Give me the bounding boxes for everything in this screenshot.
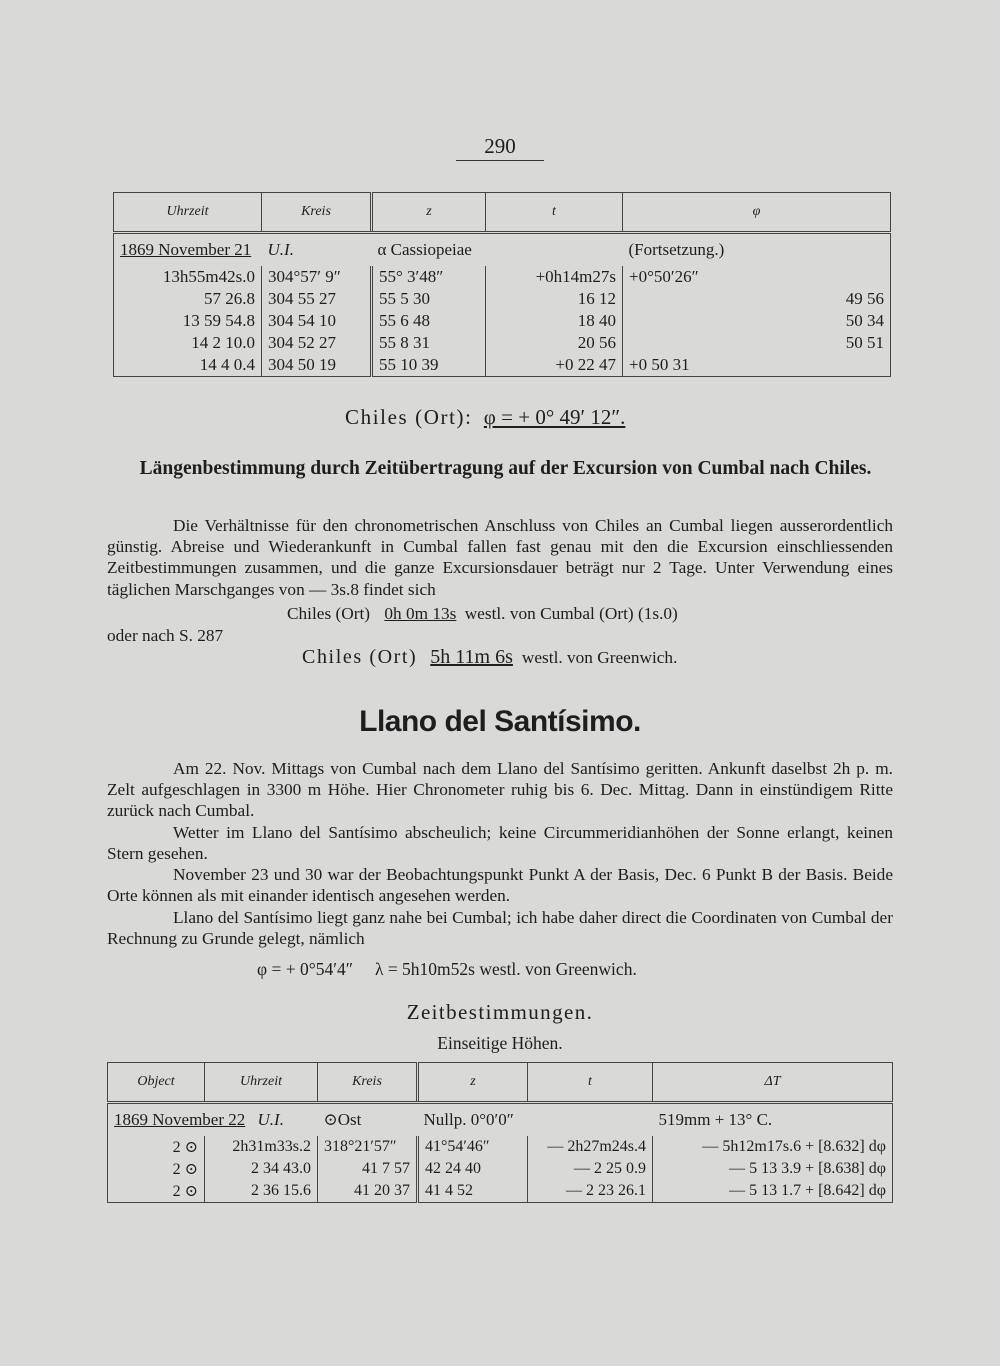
cell-z: 41°54′46″ [418, 1136, 528, 1158]
cell-uhrzeit: 2h31m33s.2 [205, 1136, 318, 1158]
continuation-label: (Fortsetzung.) [628, 240, 725, 259]
cell-t: — 2h27m24s.4 [528, 1136, 653, 1158]
table-row [114, 354, 891, 377]
cell-uhrzeit: 13 59 54.8 [182, 311, 255, 330]
cell-kreis: 318°21′57″ [318, 1136, 418, 1158]
table-row [114, 310, 891, 332]
cell-phi: +0°50′26″ [623, 266, 891, 288]
cell-phi: 50 34 [623, 310, 891, 332]
col-header-uhrzeit: Uhrzeit [205, 1063, 318, 1103]
cell-t: — 2 25 0.9 [528, 1158, 653, 1180]
col-header-z: z [418, 1063, 528, 1103]
cell-phi: 49 56 [623, 288, 891, 310]
mode-label: U.I. [257, 1110, 284, 1129]
cell-t: 18 40 [486, 310, 623, 332]
cell-t: +0h14m27s [486, 266, 623, 288]
col-header-phi: φ [623, 193, 891, 233]
ost-label: ⊙Ost [323, 1110, 362, 1129]
mode-label: U.I. [267, 240, 294, 259]
cell-t: 20 56 [486, 332, 623, 354]
cell-z: 55 6 48 [372, 310, 486, 332]
table-row [108, 1180, 893, 1203]
oder-nach-text: oder nach S. 287 [107, 626, 224, 645]
cell-object: 2 ⊙ [172, 1161, 198, 1178]
cell-delta-t: — 5 13 1.7 + [8.642] dφ [653, 1180, 893, 1203]
col-header-kreis: Kreis [318, 1063, 418, 1103]
section-title: Llano del Santísimo. [359, 705, 641, 738]
date-text: 1869 November 22 [114, 1110, 246, 1129]
heading-laengenbestimmung: Längenbestimmung durch Zeitübertragung auf der Excursion von Cumbal nach Chiles. [139, 458, 872, 479]
table-cassiopeiae [113, 192, 891, 377]
chiles-cumbal-line [287, 604, 678, 624]
cell-kreis: 304 50 19 [262, 354, 372, 377]
cell-delta-t: — 5 13 3.9 + [8.638] dφ [653, 1158, 893, 1180]
paragraph-anschluss: Die Verhältnisse für den chronometrischen Anschluss von Chiles an Cumbal liegen ausserordentlich günstig. Abreise und Wiederankunft in Cumbal fallen fast genau mit den die Excursion einschliessenden Zeitbestimmungen zusammen, und die ganze Excursionsdauer beträgt nur 2 Tage. Unter Verwendung eines täglichen Marschganges von — 3s.8 findet sich [107, 516, 893, 599]
col-header-object: Object [108, 1063, 205, 1103]
cell-z: 55 8 31 [372, 332, 486, 354]
chiles-cumbal-rest: westl. von Cumbal (Ort) (1s.0) [464, 604, 678, 623]
cell-z: 55 10 39 [372, 354, 486, 377]
subheading-einseitige-hoehen: Einseitige Höhen. [437, 1033, 563, 1053]
col-header-t: t [486, 193, 623, 233]
cell-kreis: 304 55 27 [262, 288, 372, 310]
cell-z: 55° 3′48″ [372, 266, 486, 288]
chiles-greenwich-label: Chiles (Ort) [302, 646, 418, 668]
cell-t: 16 12 [486, 288, 623, 310]
col-header-uhrzeit: Uhrzeit [114, 193, 262, 233]
page-number-rule [456, 160, 544, 161]
table-header-row [114, 193, 891, 233]
cell-uhrzeit: 14 4 0.4 [199, 355, 255, 374]
cell-kreis: 41 7 57 [318, 1158, 418, 1180]
heading-zeitbestimmungen: Zeitbestimmungen. [406, 1000, 594, 1024]
col-header-z: z [372, 193, 486, 233]
nullpunkt-label: Nullp. 0°0′0″ [423, 1110, 514, 1129]
chiles-greenwich-line [302, 646, 677, 669]
date-text: 1869 November 21 [120, 240, 252, 259]
cell-uhrzeit: 2 36 15.6 [205, 1180, 318, 1203]
table-date-row [108, 1103, 893, 1137]
date-cell [108, 1103, 318, 1137]
cell-delta-t: — 5h12m17s.6 + [8.632] dφ [653, 1136, 893, 1158]
table-sonne [107, 1062, 893, 1203]
cell-kreis: 304°57′ 9″ [262, 266, 372, 288]
cell-uhrzeit: 13h55m42s.0 [162, 267, 255, 286]
cell-z: 41 4 52 [418, 1180, 528, 1203]
paragraph-wetter: Wetter im Llano del Santísimo abscheulich; keine Circummeridianhöhen der Sonne erlangt, keinen Stern gesehen. [107, 823, 893, 864]
table-row [114, 332, 891, 354]
cell-t: — 2 23 26.1 [528, 1180, 653, 1203]
table-row [114, 288, 891, 310]
barometer-label: 519mm + 13° C. [658, 1110, 773, 1129]
table-date-row [114, 233, 891, 267]
col-header-delta-t: ΔT [653, 1063, 893, 1103]
paragraph-reise: Am 22. Nov. Mittags von Cumbal nach dem Llano del Santísimo geritten. Ankunft daselbst 2h p. m. Zelt aufgeschlagen in 3300 m Höhe. Hier Chronometer ruhig bis 6. Dec. Mittag. Dann in einstündigem Ritte zurück nach Cumbal. [107, 759, 893, 821]
date-line [114, 233, 262, 267]
chiles-greenwich-rest: westl. von Greenwich. [521, 648, 678, 667]
paragraph-coordinaten: Llano del Santísimo liegt ganz nahe bei Cumbal; ich habe daher direct die Coordinaten von Cumbal der Rechnung zu Grunde gelegt, nämlich [107, 908, 893, 949]
chiles-cumbal-label: Chiles (Ort) [287, 604, 371, 623]
cell-object: 2 ⊙ [172, 1139, 198, 1156]
cell-uhrzeit: 2 34 43.0 [205, 1158, 318, 1180]
table-row [114, 266, 891, 288]
cell-z: 42 24 40 [418, 1158, 528, 1180]
cell-phi: 50 51 [623, 332, 891, 354]
page-number: 290 [484, 134, 516, 158]
chiles-cumbal-value: 0h 0m 13s [384, 604, 457, 623]
cell-kreis: 304 54 10 [262, 310, 372, 332]
coordinates-line: φ = + 0°54′4″ λ = 5h10m52s westl. von Greenwich. [257, 959, 637, 979]
star-name: α Cassiopeiae [377, 240, 472, 259]
col-header-kreis: Kreis [262, 193, 372, 233]
cell-object: 2 ⊙ [172, 1183, 198, 1200]
paragraph-basis: November 23 und 30 war der Beobachtungspunkt Punkt A der Basis, Dec. 6 Punkt B der Basis. Beide Orte können als mit einander identisch angesehen werden. [107, 865, 893, 906]
cell-phi: +0 50 31 [623, 354, 891, 377]
cell-t: +0 22 47 [486, 354, 623, 377]
chiles-phi-label: Chiles (Ort): [345, 405, 473, 429]
chiles-phi-line [345, 405, 625, 430]
col-header-t: t [528, 1063, 653, 1103]
chiles-phi-value: φ = + 0° 49′ 12″. [483, 405, 626, 429]
cell-kreis: 41 20 37 [318, 1180, 418, 1203]
chiles-greenwich-value: 5h 11m 6s [430, 646, 513, 668]
cell-z: 55 5 30 [372, 288, 486, 310]
cell-uhrzeit: 57 26.8 [204, 289, 255, 308]
cell-uhrzeit: 14 2 10.0 [191, 333, 255, 352]
table-header-row [108, 1063, 893, 1103]
cell-kreis: 304 52 27 [262, 332, 372, 354]
table-row [108, 1158, 893, 1180]
table-row [108, 1136, 893, 1158]
